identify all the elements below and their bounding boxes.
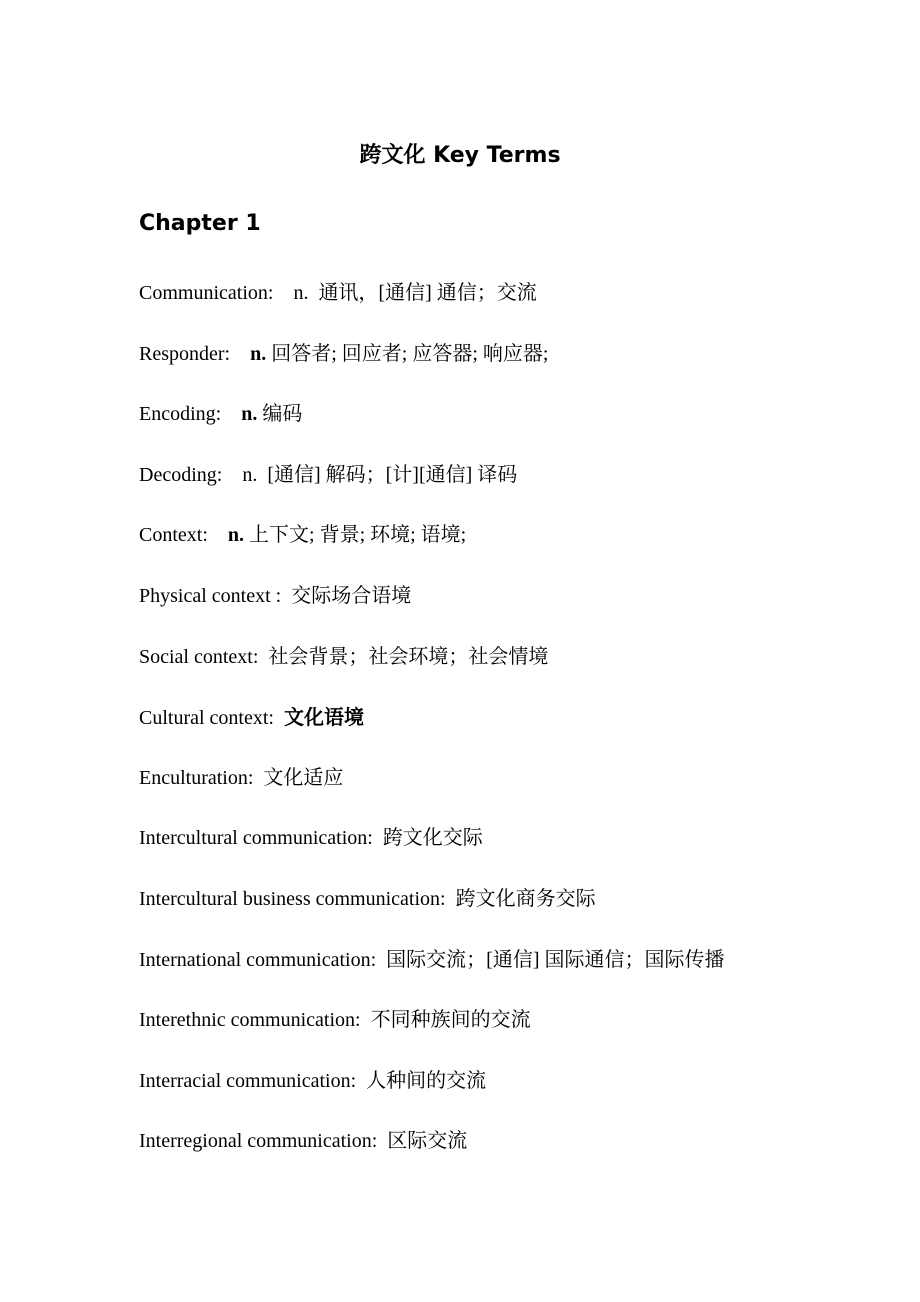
term-chinese-definition: 不同种族间的交流 [370,1009,531,1032]
term-english: Physical context : [139,584,282,607]
term-entry [139,1126,839,1187]
term-english: Encoding: [139,403,222,426]
term-english: Interregional communication: [139,1130,378,1153]
term-entry [139,339,839,400]
term-chinese-definition: 跨文化商务交际 [455,887,596,910]
term-chinese-definition: 文化语境 [283,705,364,730]
term-chinese-definition: 国际交流；[通信] 国际通信；国际传播 [386,948,725,971]
term-english: International communication: [139,948,377,971]
term-chinese-definition: 上下文; 背景; 环境; 语境; [249,524,467,547]
term-english: Interethnic communication: [139,1009,361,1032]
term-entry [139,702,839,763]
term-entry [139,1066,839,1127]
term-entry [139,399,839,460]
term-english: Communication: [139,282,274,304]
term-entry [139,642,839,703]
part-of-speech: n. [250,342,267,365]
page-title: 跨文化 Key Terms [359,143,561,168]
term-entry [139,581,839,642]
term-chinese-definition: 人种间的交流 [366,1069,487,1092]
key-terms-list [139,278,839,1187]
part-of-speech: n. [293,282,309,304]
term-entry [139,945,839,1006]
term-chinese-definition: 文化适应 [263,766,344,789]
term-chinese-definition: 区际交流 [387,1130,468,1153]
term-chinese-definition: 通讯，[通信] 通信；交流 [318,282,537,304]
term-entry [139,823,839,884]
term-english: Cultural context: [139,707,274,730]
term-english: Intercultural business communication: [139,887,446,910]
term-english: Social context: [139,645,259,668]
term-english: Responder: [139,342,231,365]
term-english: Interracial communication: [139,1069,357,1092]
term-entry [139,884,839,945]
term-chinese-definition: 回答者; 回应者; 应答器; 响应器; [271,342,549,365]
part-of-speech: n. [242,463,258,486]
term-chinese-definition: 编码 [262,403,303,426]
chapter-heading: Chapter 1 [139,211,261,236]
term-chinese-definition: 社会背景；社会环境；社会情境 [268,645,549,668]
term-chinese-definition: [通信] 解码；[计][通信] 译码 [267,463,518,486]
term-entry [139,1005,839,1066]
term-english: Enculturation: [139,766,254,789]
term-chinese-definition: 交际场合语境 [291,584,412,607]
term-english: Intercultural communication: [139,827,373,850]
term-english: Decoding: [139,463,223,486]
term-entry [139,278,839,339]
part-of-speech: n. [227,524,245,547]
term-entry [139,763,839,824]
term-entry [139,520,839,581]
term-entry [139,460,839,521]
term-chinese-definition: 跨文化交际 [382,827,483,850]
part-of-speech: n. [241,403,258,426]
term-english: Context: [139,524,208,547]
